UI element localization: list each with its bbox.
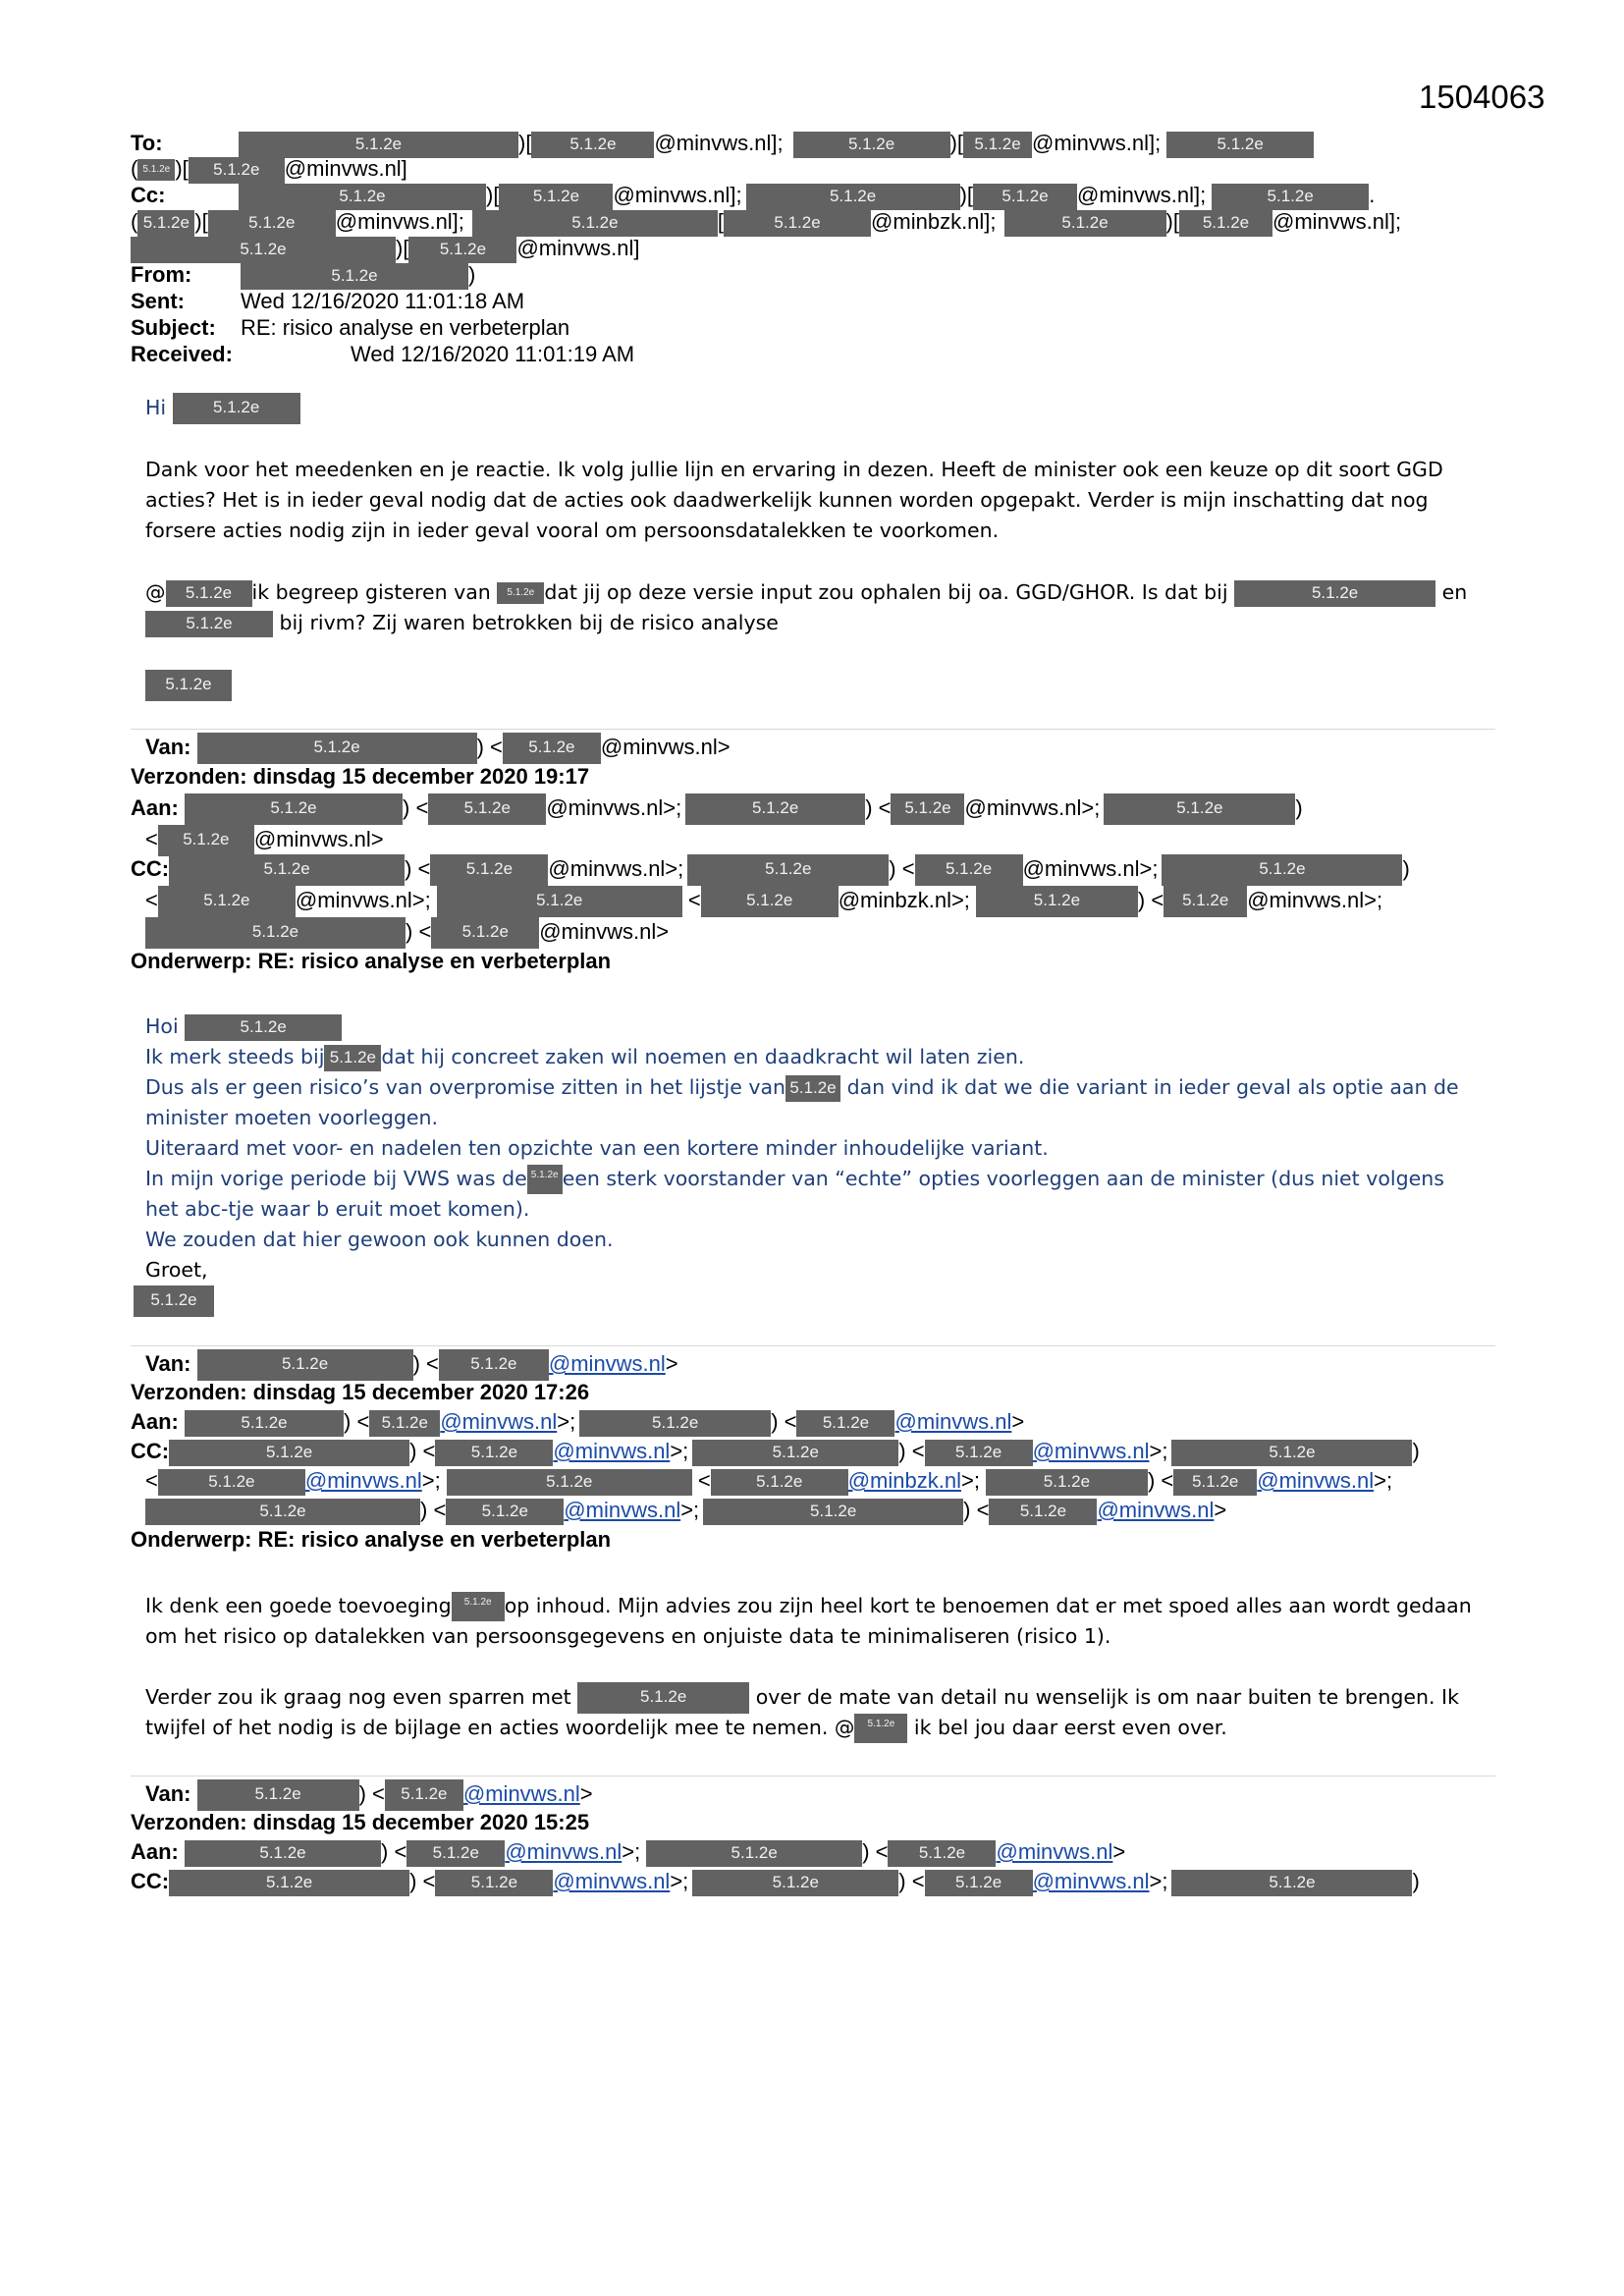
redaction: 5.1.2e bbox=[746, 184, 960, 210]
redaction: 5.1.2e bbox=[925, 1870, 1033, 1896]
redaction: 5.1.2e bbox=[197, 1349, 413, 1381]
text: bij rivm? Zij waren betrokken bij de risico analyse bbox=[279, 611, 779, 634]
text: en bbox=[1441, 580, 1468, 604]
redaction: 5.1.2e bbox=[145, 611, 273, 637]
from-label: From: bbox=[131, 262, 192, 287]
redaction: 5.1.2e bbox=[145, 917, 406, 949]
redaction: 5.1.2e bbox=[687, 854, 889, 886]
email-link[interactable]: @minvws.nl bbox=[462, 1780, 580, 1806]
m4-aan-line: Aan: 5.1.2e ) < 5.1.2e @minvws.nl>; 5.1.2e ) < 5.1.2e @minvws.nl> bbox=[131, 1839, 1125, 1867]
m2-line4: Uiteraard met voor- en nadelen ten opzichte van een kortere minder inhoudelijke variant. bbox=[145, 1136, 1049, 1160]
sent-value: Wed 12/16/2020 11:01:18 AM bbox=[241, 289, 525, 313]
redaction: 5.1.2e bbox=[1173, 1469, 1257, 1496]
email-link[interactable]: @minvws.nl bbox=[996, 1839, 1113, 1864]
redaction: 5.1.2e bbox=[185, 1840, 381, 1867]
redaction: 5.1.2e bbox=[158, 825, 254, 856]
redaction: 5.1.2e bbox=[239, 184, 486, 210]
text: In mijn vorige periode bij VWS was de bbox=[145, 1167, 527, 1190]
redaction: 5.1.2e bbox=[452, 1592, 505, 1621]
redaction: 5.1.2e bbox=[137, 159, 175, 181]
redaction: 5.1.2e bbox=[1166, 132, 1314, 158]
email-domain: @minvws.nl] bbox=[516, 236, 640, 260]
message1-p2-line1: @ 5.1.2e ik begreep gisteren van 5.1.2e dat jij op deze versie input zou ophalen bij oa. GGD/GHOR. Is dat bij 5.1.2e en bbox=[145, 577, 1467, 608]
text: Ik merk steeds bij bbox=[145, 1045, 325, 1068]
redaction: 5.1.2e bbox=[131, 237, 396, 263]
email-link[interactable]: @minvws.nl bbox=[440, 1409, 558, 1434]
text: dat hij concreet zaken wil noemen en daadkracht wil laten zien. bbox=[381, 1045, 1025, 1068]
redaction: 5.1.2e bbox=[197, 733, 477, 764]
redaction: 5.1.2e bbox=[185, 1410, 344, 1437]
redaction: 5.1.2e bbox=[973, 184, 1077, 210]
cc-line: Cc: 5.1.2e )[ 5.1.2e @minvws.nl]; 5.1.2e )[ 5.1.2e @minvws.nl]; 5.1.2e . bbox=[131, 183, 1375, 210]
redaction: 5.1.2e bbox=[1234, 580, 1435, 607]
text: over de mate van detail nu wenselijk is om naar buiten te brengen. Ik bbox=[755, 1685, 1459, 1709]
m2-line8: Groet, bbox=[145, 1258, 208, 1282]
divider bbox=[131, 1776, 1495, 1777]
m2-line6: het abc-tje waar b eruit moet komen). bbox=[145, 1197, 530, 1221]
redaction: 5.1.2e bbox=[915, 854, 1023, 886]
m3-cc-line: CC: 5.1.2e ) < 5.1.2e @minvws.nl>; 5.1.2e ) < 5.1.2e @minvws.nl>; 5.1.2e ) bbox=[131, 1439, 1420, 1466]
sent-line bbox=[131, 289, 524, 314]
m2-signature bbox=[134, 1285, 214, 1317]
m2-cc-line: CC: 5.1.2e ) < 5.1.2e @minvws.nl>; 5.1.2e ) < 5.1.2e @minvws.nl>; 5.1.2e ) bbox=[131, 854, 1410, 886]
redaction: 5.1.2e bbox=[1171, 1440, 1412, 1466]
redaction: 5.1.2e bbox=[189, 157, 285, 184]
redaction: 5.1.2e bbox=[1164, 886, 1247, 917]
redaction: 5.1.2e bbox=[527, 1165, 563, 1194]
onderwerp: Onderwerp: RE: risico analyse en verbeterplan bbox=[131, 949, 612, 973]
redaction: 5.1.2e bbox=[169, 1440, 409, 1466]
redaction: 5.1.2e bbox=[439, 1349, 549, 1381]
redaction: 5.1.2e bbox=[169, 854, 405, 886]
m3-verzonden bbox=[131, 1380, 589, 1405]
redaction: 5.1.2e bbox=[891, 793, 964, 825]
redaction: 5.1.2e bbox=[185, 1014, 342, 1041]
m2-van-line: Van: 5.1.2e ) < 5.1.2e @minvws.nl> bbox=[145, 733, 731, 764]
redaction: 5.1.2e bbox=[239, 132, 518, 158]
cc-line-2: ( 5.1.2e )[ 5.1.2e @minvws.nl]; 5.1.2e [ 5.1.2e @minbzk.nl]; 5.1.2e )[ 5.1.2e @minvws.nl]; bbox=[131, 209, 1401, 237]
email-domain: @minvws.nl]; bbox=[1272, 209, 1402, 234]
m3-p2-line1 bbox=[145, 1682, 1459, 1714]
van-label: Van: bbox=[145, 1350, 191, 1376]
redaction: 5.1.2e bbox=[497, 582, 544, 604]
onderwerp: Onderwerp: RE: risico analyse en verbeterplan bbox=[131, 1527, 612, 1552]
message1-signature bbox=[145, 670, 232, 701]
redaction: 5.1.2e bbox=[430, 854, 548, 886]
redaction: 5.1.2e bbox=[692, 1870, 898, 1896]
message1-greeting-line bbox=[145, 393, 300, 424]
email-link[interactable]: @minbzk.nl bbox=[847, 1468, 961, 1493]
redaction: 5.1.2e bbox=[531, 132, 654, 158]
m3-onderwerp bbox=[131, 1527, 611, 1553]
email-domain: @minvws.nl> bbox=[253, 826, 384, 851]
redaction: 5.1.2e bbox=[408, 237, 516, 263]
redaction: 5.1.2e bbox=[692, 1440, 898, 1466]
redaction: 5.1.2e bbox=[796, 1410, 894, 1437]
subject-value: RE: risico analyse en verbeterplan bbox=[241, 315, 570, 340]
redaction: 5.1.2e bbox=[976, 886, 1138, 917]
m2-aan-line: Aan: 5.1.2e ) < 5.1.2e @minvws.nl>; 5.1.2e ) < 5.1.2e @minvws.nl>; 5.1.2e ) bbox=[131, 793, 1303, 825]
email-domain: @minvws.nl] bbox=[284, 156, 407, 181]
verzonden: Verzonden: dinsdag 15 december 2020 19:17 bbox=[131, 764, 590, 789]
email-link[interactable]: @minvws.nl bbox=[505, 1839, 623, 1864]
received-label: Received: bbox=[131, 342, 233, 366]
m3-p1-line1 bbox=[145, 1591, 1472, 1621]
m2-greeting bbox=[145, 1011, 342, 1042]
aan-label: Aan: bbox=[131, 794, 179, 820]
text: Verder zou ik graag nog even sparren met bbox=[145, 1685, 571, 1709]
email-domain: @minvws.nl> bbox=[600, 734, 731, 759]
m2-cc-line-3: 5.1.2e ) < 5.1.2e @minvws.nl> bbox=[145, 917, 669, 949]
email-domain: @minvws.nl>; bbox=[546, 794, 682, 820]
redaction: 5.1.2e bbox=[1179, 210, 1272, 237]
text: op inhoud. Mijn advies zou zijn heel kort te benoemen dat er met spoed alles aan wordt gedaan bbox=[504, 1594, 1472, 1617]
m3-p2-line2 bbox=[145, 1713, 1227, 1743]
email-link[interactable]: @minvws.nl bbox=[1032, 1439, 1150, 1463]
email-domain: @minvws.nl]; bbox=[654, 131, 784, 155]
m2-line5 bbox=[145, 1164, 1444, 1194]
subject-label: Subject: bbox=[131, 315, 216, 340]
redaction: 5.1.2e bbox=[208, 210, 336, 237]
redaction: 5.1.2e bbox=[134, 1285, 214, 1317]
cc-label: CC: bbox=[131, 1439, 170, 1463]
email-link[interactable]: @minvws.nl bbox=[304, 1468, 422, 1493]
m2-line7: We zouden dat hier gewoon ook kunnen doen. bbox=[145, 1228, 614, 1251]
redaction: 5.1.2e bbox=[428, 793, 546, 825]
redaction: 5.1.2e bbox=[577, 1682, 749, 1714]
redaction: 5.1.2e bbox=[166, 580, 252, 607]
redaction: 5.1.2e bbox=[197, 1779, 359, 1811]
redaction: 5.1.2e bbox=[989, 1499, 1097, 1525]
divider bbox=[131, 729, 1495, 730]
redaction: 5.1.2e bbox=[324, 1045, 381, 1071]
m2-line2 bbox=[145, 1072, 1459, 1103]
redaction: 5.1.2e bbox=[446, 1499, 564, 1525]
email-link[interactable]: @minvws.nl bbox=[553, 1869, 671, 1893]
m4-verzonden bbox=[131, 1810, 589, 1835]
m3-aan-line: Aan: 5.1.2e ) < 5.1.2e @minvws.nl>; 5.1.2e ) < 5.1.2e @minvws.nl> bbox=[131, 1409, 1024, 1437]
email-link[interactable]: @minvws.nl bbox=[564, 1498, 681, 1522]
email-domain: @minbzk.nl]; bbox=[871, 209, 997, 234]
to-line-2: ( 5.1.2e )[ 5.1.2e @minvws.nl] bbox=[131, 156, 407, 184]
text: Dus als er geen risico’s van overpromise zitten in het lijstje van bbox=[145, 1075, 786, 1099]
redaction: 5.1.2e bbox=[185, 793, 403, 825]
greeting: Hi bbox=[145, 396, 167, 419]
redaction: 5.1.2e bbox=[385, 1779, 463, 1811]
redaction: 5.1.2e bbox=[437, 886, 682, 917]
redaction: 5.1.2e bbox=[137, 210, 194, 237]
divider bbox=[131, 1345, 1495, 1346]
text: twijfel of het nodig is de bijlage en acties woordelijk mee te nemen. @ bbox=[145, 1716, 855, 1739]
email-domain: @minvws.nl]; bbox=[1077, 183, 1207, 207]
text: een sterk voorstander van “echte” opties voorleggen aan de minister (dus niet volgens bbox=[562, 1167, 1444, 1190]
message1-p2-line2 bbox=[145, 608, 779, 638]
cc-line-3: 5.1.2e )[ 5.1.2e @minvws.nl] bbox=[131, 236, 639, 263]
m3-cc-line-2: < 5.1.2e @minvws.nl>; 5.1.2e < 5.1.2e @minbzk.nl>; 5.1.2e ) < 5.1.2e @minvws.nl>; bbox=[145, 1468, 1392, 1496]
email-domain: @minvws.nl> bbox=[539, 918, 670, 944]
greeting: Hoi bbox=[145, 1014, 179, 1038]
email-domain: @minbzk.nl>; bbox=[838, 887, 970, 912]
redaction: 5.1.2e bbox=[701, 886, 839, 917]
subject-line bbox=[131, 315, 569, 341]
cc-label: CC: bbox=[131, 855, 170, 881]
m4-cc-line: CC: 5.1.2e ) < 5.1.2e @minvws.nl>; 5.1.2e ) < 5.1.2e @minvws.nl>; 5.1.2e ) bbox=[131, 1869, 1420, 1896]
redaction: 5.1.2e bbox=[925, 1440, 1033, 1466]
redaction: 5.1.2e bbox=[173, 393, 300, 424]
redaction: 5.1.2e bbox=[447, 1469, 692, 1496]
redaction: 5.1.2e bbox=[1171, 1870, 1412, 1896]
email-domain: @minvws.nl>; bbox=[1022, 855, 1159, 881]
redaction: 5.1.2e bbox=[369, 1410, 440, 1437]
redaction: 5.1.2e bbox=[241, 263, 468, 290]
redaction: 5.1.2e bbox=[406, 1840, 505, 1867]
redaction: 5.1.2e bbox=[145, 670, 232, 701]
from-line: From: 5.1.2e ) bbox=[131, 262, 475, 290]
redaction: 5.1.2e bbox=[1212, 184, 1369, 210]
email-domain: @minvws.nl>; bbox=[548, 855, 684, 881]
redaction: 5.1.2e bbox=[431, 917, 539, 949]
m3-p1-line2: om het risico op datalekken van persoonsgegevens en onjuiste data te minimaliseren (risico 1). bbox=[145, 1624, 1111, 1648]
aan-label: Aan: bbox=[131, 1409, 179, 1434]
email-link[interactable]: @minvws.nl bbox=[1097, 1498, 1215, 1522]
van-label: Van: bbox=[145, 734, 191, 759]
redaction: 5.1.2e bbox=[1104, 793, 1295, 825]
redaction: 5.1.2e bbox=[986, 1469, 1148, 1496]
m2-line3: minister moeten voorleggen. bbox=[145, 1106, 439, 1129]
redaction: 5.1.2e bbox=[1162, 854, 1402, 886]
m2-line1 bbox=[145, 1042, 1024, 1072]
email-domain: @minvws.nl>; bbox=[295, 887, 431, 912]
text: ik begreep gisteren van bbox=[251, 580, 491, 604]
redaction: 5.1.2e bbox=[785, 1075, 840, 1102]
text: Ik denk een goede toevoeging bbox=[145, 1594, 452, 1617]
to-label: To: bbox=[131, 131, 163, 155]
email-domain: @minvws.nl]; bbox=[613, 183, 742, 207]
redaction: 5.1.2e bbox=[711, 1469, 848, 1496]
redaction: 5.1.2e bbox=[646, 1840, 862, 1867]
verzonden: Verzonden: dinsdag 15 december 2020 17:26 bbox=[131, 1380, 590, 1404]
redaction: 5.1.2e bbox=[499, 184, 613, 210]
redaction: 5.1.2e bbox=[724, 210, 871, 237]
document-number: 1504063 bbox=[1419, 79, 1545, 115]
text: dan vind ik dat we die variant in ieder geval als optie aan de bbox=[846, 1075, 1459, 1099]
m2-cc-line-2: < 5.1.2e @minvws.nl>; 5.1.2e < 5.1.2e @minbzk.nl>; 5.1.2e ) < 5.1.2e @minvws.nl>; bbox=[145, 886, 1382, 917]
email-domain: @minvws.nl]; bbox=[335, 209, 464, 234]
received-line bbox=[131, 342, 634, 367]
redaction: 5.1.2e bbox=[158, 1469, 305, 1496]
cc-label: Cc: bbox=[131, 183, 166, 207]
email-domain: @minvws.nl>; bbox=[1247, 887, 1383, 912]
verzonden: Verzonden: dinsdag 15 december 2020 15:25 bbox=[131, 1810, 590, 1834]
m2-onderwerp bbox=[131, 949, 611, 974]
email-link[interactable]: @minvws.nl bbox=[1257, 1468, 1375, 1493]
redaction: 5.1.2e bbox=[888, 1840, 996, 1867]
m4-van-line: Van: 5.1.2e ) < 5.1.2e @minvws.nl> bbox=[145, 1779, 593, 1811]
email-link[interactable]: @minvws.nl bbox=[548, 1350, 666, 1376]
redaction: 5.1.2e bbox=[435, 1440, 553, 1466]
m2-aan-line-2: < 5.1.2e @minvws.nl> bbox=[145, 825, 384, 856]
cc-label: CC: bbox=[131, 1869, 170, 1893]
email-link[interactable]: @minvws.nl bbox=[894, 1409, 1012, 1434]
m3-cc-line-3: 5.1.2e ) < 5.1.2e @minvws.nl>; 5.1.2e ) < 5.1.2e @minvws.nl> bbox=[145, 1498, 1226, 1525]
van-label: Van: bbox=[145, 1780, 191, 1806]
redaction: 5.1.2e bbox=[685, 793, 865, 825]
m3-van-line: Van: 5.1.2e ) < 5.1.2e @minvws.nl> bbox=[145, 1349, 678, 1381]
redaction: 5.1.2e bbox=[145, 1499, 420, 1525]
aan-label: Aan: bbox=[131, 1839, 179, 1864]
text: dat jij op deze versie input zou ophalen bij oa. GGD/GHOR. Is dat bij bbox=[544, 580, 1228, 604]
to-line: To: 5.1.2e )[ 5.1.2e @minvws.nl]; 5.1.2e )[ 5.1.2e @minvws.nl]; 5.1.2e bbox=[131, 131, 1314, 158]
redaction: 5.1.2e bbox=[435, 1870, 553, 1896]
text: ik bel jou daar eerst even over. bbox=[913, 1716, 1227, 1739]
m2-verzonden bbox=[131, 764, 589, 790]
email-link[interactable]: @minvws.nl bbox=[553, 1439, 671, 1463]
redaction: 5.1.2e bbox=[503, 733, 601, 764]
email-link[interactable]: @minvws.nl bbox=[1032, 1869, 1150, 1893]
redaction: 5.1.2e bbox=[963, 132, 1032, 158]
redaction: 5.1.2e bbox=[472, 210, 718, 237]
redaction: 5.1.2e bbox=[793, 132, 950, 158]
received-value: Wed 12/16/2020 11:01:19 AM bbox=[351, 342, 635, 366]
sent-label: Sent: bbox=[131, 289, 185, 313]
redaction: 5.1.2e bbox=[1004, 210, 1166, 237]
redaction: 5.1.2e bbox=[158, 886, 296, 917]
redaction: 5.1.2e bbox=[854, 1714, 907, 1743]
email-domain: @minvws.nl]; bbox=[1032, 131, 1162, 155]
redaction: 5.1.2e bbox=[703, 1499, 963, 1525]
email-domain: @minvws.nl>; bbox=[964, 794, 1101, 820]
redaction: 5.1.2e bbox=[579, 1410, 771, 1437]
message1-paragraph1: Dank voor het meedenken en je reactie. Ik volg jullie lijn en ervaring in dezen. Heeft de minister ook een keuze op dit soort GGD acties? Het is in ieder geval nodig dat de acties ook daadwerkelijk kunnen worden opgepakt. Verder is mijn inschatting dat nog forsere acties nodig zijn in ieder geval vooral om persoonsdatalekken te voorkomen. bbox=[145, 458, 1443, 542]
redaction: 5.1.2e bbox=[169, 1870, 409, 1896]
